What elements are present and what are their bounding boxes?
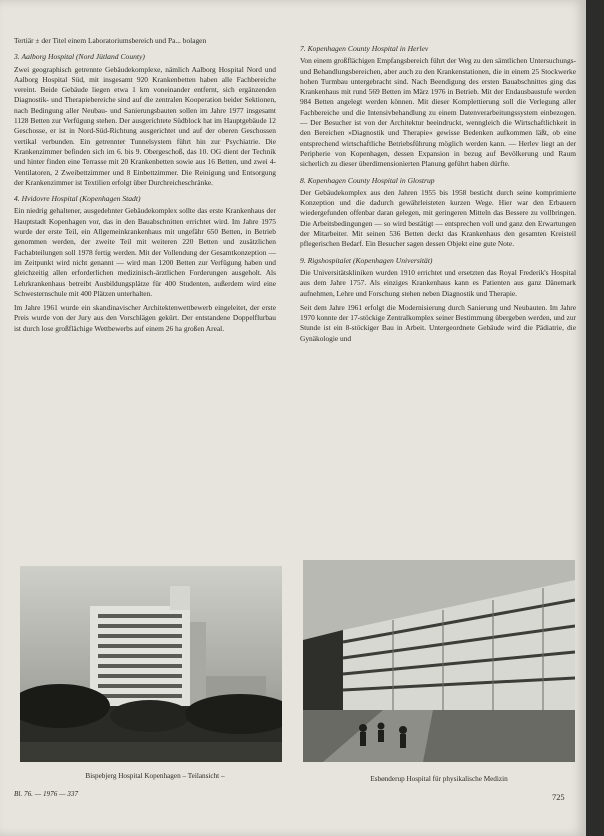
section-paragraph: Seit dem Jahre 1961 erfolgt die Modernisierung durch Sanierung und Neubauten. Im Jahre 1970 konnte der 17-stöckige Zentralkomplex seiner Bestimmung übergeben werden, und zur Stunde ist ein 8-stöckiger Bau in Arbeit. Untergeordnete Gebäude wird die Pädiatrie, die Gynäkologie und	[300, 302, 576, 343]
photo-illustration	[20, 566, 282, 762]
section-paragraph: Zwei geographisch getrennte Gebäudekomplexe, nämlich Aalborg Hospital Nord und Aalborg Hospital Süd, mit insgesamt 920 Krankenbetten haben alle Fachbereiche vereint. Beide Gebäude liegen etwa 1 km voneinander entfernt, sich ergänzenden Diagnostik- und Therapiebereiche sind auf die zentralen Kooperation beider Sektionen, nach Bedingung aller Neubau- und Sanierungsbauten sollen im Jahre 1977 insgesamt 1128 Betten zur Verfügung stehen. Der ausgerichtete Südblock hat im Hauptgebäude 12 Geschosse, er ist in Nord-Süd-Richtung ausgerichtet und auf der oberen Geschossen vertikal verbunden. Ein getrennter Tunnelsystem führt hin zur Psychiatrie. Die Krankenzimmer befinden sich im 6. bis 9. Obergeschoß, das 10. OG dient der Technik und hinter finden eine Terrasse mit 20 Krankenbetten sowie aus 16 Betten, und zwei 4-Ventilatoren, 2 Zweibettzimmer und 8 Einbettzimmer. Die Reinigung und Entsorgung der Krankenzimmer ist Textilien erfolgt über Durchreicheschränke.	[14, 64, 276, 187]
right-text-column	[300, 38, 576, 348]
photo-illustration	[303, 560, 575, 762]
hospital-photo-bispebjerg	[20, 566, 282, 762]
section-paragraph: Die Universitätskliniken wurden 1910 errichtet und ersetzten das Royal Frederik's Hospital aus dem Jahre 1757. Als einziges Krankenhaus kann es Patienten aus ganz Dänemark aufnehmen, Lehre und Forschung stehen neben Diagnostik und Therapie.	[300, 267, 576, 298]
section-paragraph: Im Jahre 1961 wurde ein skandinavischer Architektenwettbewerb eingeleitet, der erste Preis wurde von der Jury aus den Vorschlägen gekürt. Der entstandene Doppelflurbau ist durch lose großflächige Wettbewerbs auf einem 26 ha großen Areal.	[14, 303, 276, 333]
page-number: 725	[552, 793, 565, 802]
section-heading-hvidovre: 4. Hvidovre Hospital (Kopenhagen Stadt)	[14, 194, 141, 204]
hospital-photo-esbonderup	[303, 560, 575, 762]
section-heading-glostrup: 8. Kopenhagen County Hospital in Glostrup	[300, 175, 435, 185]
section-paragraph: Ein niedrig gehaltener, ausgedehnter Gebäudekomplex sollte das erste Krankenhaus der Hauptstadt Kopenhagen vor, das in den Bauabschnitten errichtet wird. Im Jahre 1975 wurde der erste Teil, ein Allgemeinkrankenhaus mit ungefähr 650 Betten, in Betrieb genommen werden, der zweite Teil mit weiteren 220 Betten und zusätzlichen Fachabteilungen soll 1978 fertig werden. Mit der Vollendung der Gesamtkonzeption — im Zeitpunkt wird nicht genannt — wird man 1200 Betten zur Verfügung haben und gleichzeitig allen erforderlichen medizinisch-ärztlichen Forderungen ausgeholt. Als Lehrkrankenhaus betreibt Ausbildungsplätze für 400 Studenten, außerdem wird eine Schwesternschule mit 400 Plätzen unterhalten.	[14, 206, 276, 298]
figure-caption-right: Esbønderup Hospital für physikalische Medizin	[370, 775, 508, 783]
section-heading-rigshospitalet: 9. Rigshospitalet (Kopenhagen Universität)	[300, 255, 433, 265]
page-edge-shadow	[586, 0, 604, 836]
journal-reference: Bl. 76. — 1976 — 337	[14, 790, 79, 798]
section-heading-herlev: 7. Kopenhagen County Hospital in Herlev	[300, 44, 429, 53]
section-paragraph: Der Gebäudekomplex aus den Jahren 1955 bis 1958 besticht durch seine komprimierte Konzeption und die dadurch gewährleisteten kurzen Wege. Hier war den Erbauern wiedergefunden offenbar daran gelegen, mit geringeren Mitteln das Bessere zu vollbringen. Die Arbeitsbedingungen — so wird bestätigt — entsprechen voll und ganz den Erwartungen der Mitarbeiter. Mit seinen 536 Betten deckt das Krankenhaus den gesamten Kreisteil pflegerischen Bedarf. Ein Besucher sagen dessen Objekt eine gute Note.	[300, 187, 576, 249]
section-heading-aalborg: 3. Aalborg Hospital (Nord Jütland County)	[14, 52, 145, 62]
left-intro: Tertiär ± der Titel einem Laboratoriumsbereich und Pa... bolagen	[14, 36, 207, 45]
figure-caption-left: Bispebjerg Hospital Kopenhagen – Teilansicht –	[85, 772, 225, 780]
left-text-column	[14, 36, 276, 338]
section-paragraph: Von einem großflächigen Empfangsbereich führt der Weg zu den sämtlichen Untersuchungs- und Behandlungsbereichen, aber auch zu den Krankenstationen, die in einem 25 Stockwerke hohen Turmbau untergebracht sind. Nach Beendigung des ersten Bauabschnittes ging das Krankenhaus mit rund 569 Betten im März 1976 in Betrieb. Mit der Endausbaustufe werden 984 Betten angelegt werden können. Mit dieser Komplettierung soll die Verlegung aller Fachbereiche und die Intensivbehandlung zu einem Datenverarbeitungssystem einbezogen. — Der Besucher ist von der Architektur beeindruckt, wenngleich die Wirtschaftlichkeit in den Bereichen »Diagnostik und Therapie« gewisse Bedenken aufkommen läßt, ob eine entsprechend wirtschaftliche Betriebsführung möglich werden kann. — Herlev liegt an der Peripherie von Kopenhagen, dessen Expansion in bezug auf Bevölkerung und Raum sicherlich zu dieser überdimensionierten Planung geführt haben dürfte.	[300, 56, 576, 169]
